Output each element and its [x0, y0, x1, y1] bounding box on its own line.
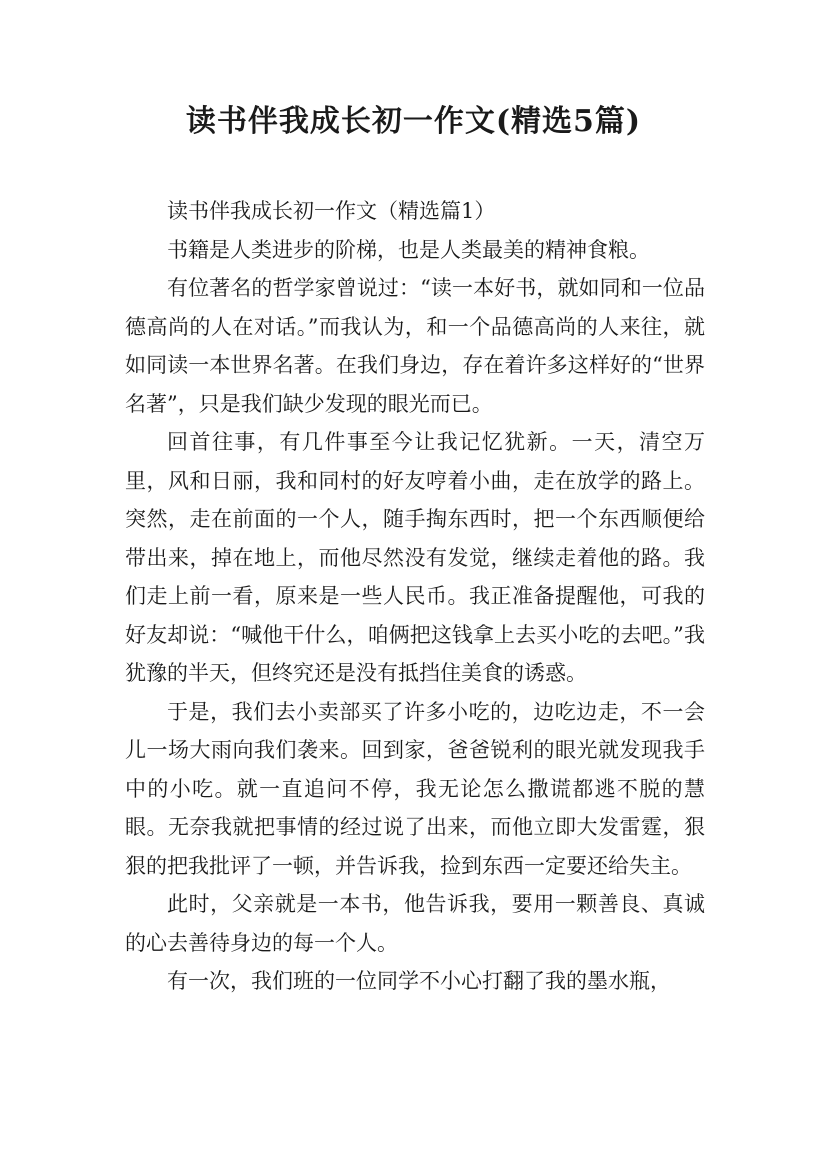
paragraph: 有位著名的哲学家曾说过：“读一本好书，就如同和一位品德高尚的人在对话。”而我认为，和一个品德高尚的人来往，就如同读一本世界名著。在我们身边，存在着许多这样好的“世界名著”，只是我们缺少发现的眼光而已。	[125, 276, 705, 416]
paragraph: 书籍是人类进步的阶梯，也是人类最美的精神食粮。	[167, 237, 650, 262]
paragraph: 回首往事，有几件事至今让我记忆犹新。一天，清空万里，风和日丽，我和同村的好友哼着小曲，走在放学的路上。突然，走在前面的一个人，随手掏东西时，把一个东西顺便给带出来，掉在地上，而他尽然没有发觉，继续走着他的路。我们走上前一看，原来是一些人民币。我正准备提醒他，可我的好友却说：“喊他干什么，咱俩把这钱拿上去买小吃的去吧。”我犹豫的半天，但终究还是没有抵挡住美食的诱惑。	[125, 430, 705, 685]
paragraph: 此时，父亲就是一本书，他告诉我，要用一颗善良、真诚的心去善待身边的每一个人。	[125, 892, 705, 955]
paragraph: 于是，我们去小卖部买了许多小吃的，边吃边走，不一会儿一场大雨向我们袭来。回到家，爸爸锐利的眼光就发现我手中的小吃。就一直追问不停，我无论怎么撒谎都逃不脱的慧眼。无奈我就把事情的经过说了出来，而他立即大发雷霆，狠狠的把我批评了一顿，并告诉我，捡到东西一定要还给失主。	[125, 699, 705, 878]
paragraph: 有一次，我们班的一位同学不小心打翻了我的墨水瓶，	[167, 969, 671, 993]
document-body	[125, 192, 705, 1001]
document-title: 读书伴我成长初一作文(精选5篇)	[185, 104, 642, 139]
paragraph-subtitle: 读书伴我成长初一作文（精选篇1）	[167, 199, 496, 223]
